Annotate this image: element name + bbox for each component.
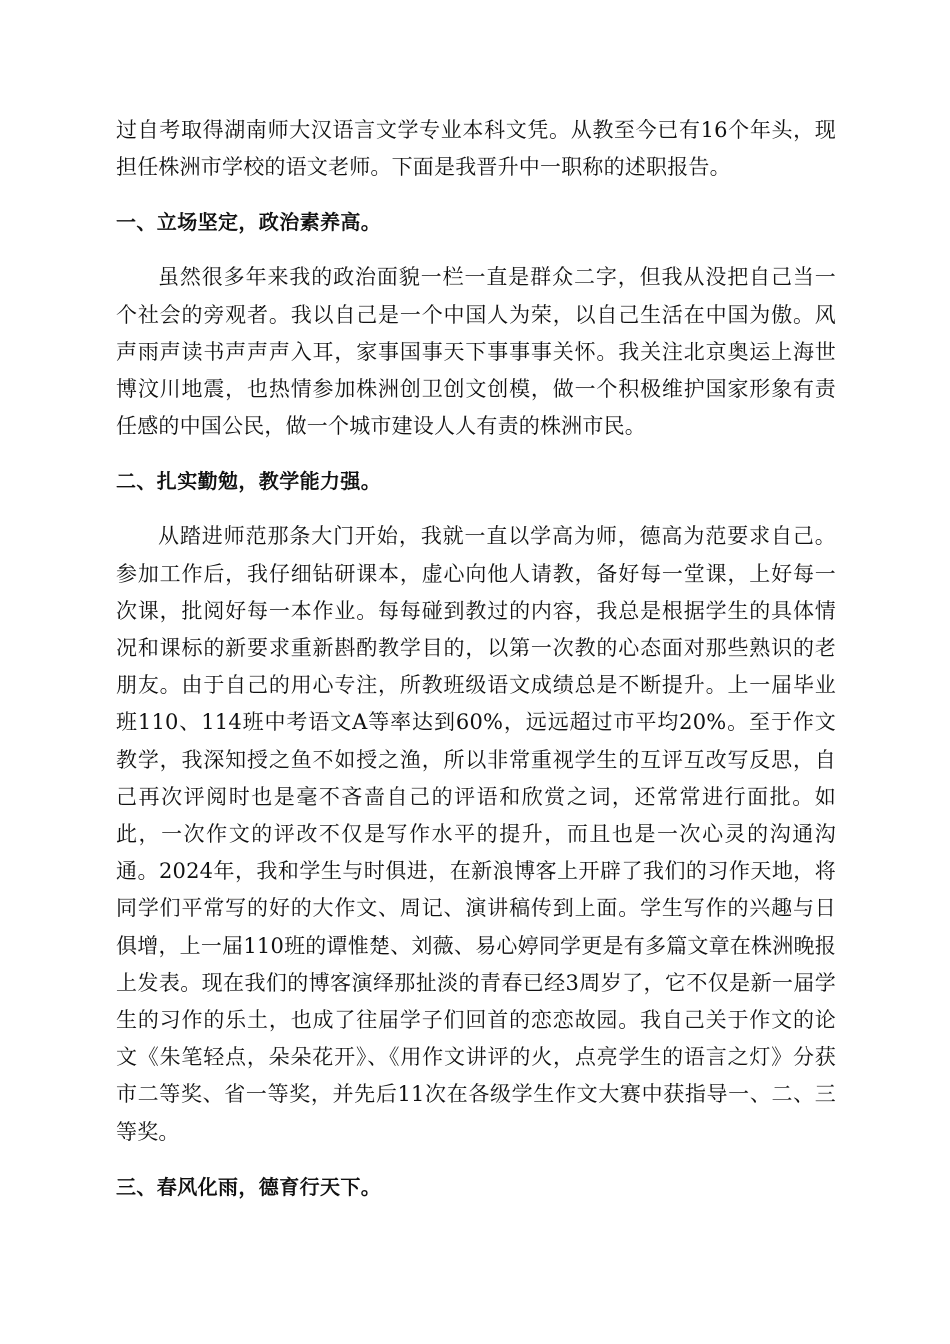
spacer: [116, 241, 836, 259]
spacer: [116, 445, 836, 463]
intro-paragraph: 过自考取得湖南师大汉语言文学专业本科文凭。从教至今已有16个年头，现担任株洲市学校的语文老师。下面是我晋升中一职称的述职报告。: [116, 118, 836, 180]
section-paragraph-2: 从踏进师范那条大门开始，我就一直以学高为师，德高为范要求自己。参加工作后，我仔细钻研课本，虚心向他人请教，备好每一堂课，上好每一次课，批阅好每一本作业。每每碰到教过的内容，我总是根据学生的具体情况和课标的新要求重新斟酌教学目的，以第一次教的心态面对那些熟识的老朋友。由于自己的用心专注，所教班级语文成绩总是不断提升。上一届毕业班110、114班中考语文A等率达到60%，远远超过市平均20%。至于作文教学，我深知授之鱼不如授之渔，所以非常重视学生的互评互改写反思，自己再次评阅时也是毫不吝啬自己的评语和欣赏之词，还常常进行面批。如此，一次作文的评改不仅是写作水平的提升，而且也是一次心灵的沟通沟通。2024年，我和学生与时俱进，在新浪博客上开辟了我们的习作天地，将同学们平常写的好的大作文、周记、演讲稿传到上面。学生写作的兴趣与日俱增，上一届110班的谭惟楚、刘薇、易心婷同学更是有多篇文章在株洲晚报上发表。现在我们的博客演绎那扯淡的青春已经3周岁了，它不仅是新一届学生的习作的乐土，也成了往届学子们回首的恋恋故园。我自己关于作文的论文《朱笔轻点，朵朵花开》、《用作文讲评的火，点亮学生的语言之灯》分获市二等奖、省一等奖，并先后11次在各级学生作文大赛中获指导一、二、三等奖。: [116, 524, 836, 1144]
spacer: [116, 500, 836, 518]
document-page: [116, 112, 836, 1206]
section-heading-1: 一、立场坚定，政治素养高。: [116, 210, 382, 235]
section-heading-2: 二、扎实勤勉，教学能力强。: [116, 469, 382, 494]
spacer: [116, 186, 836, 204]
spacer: [116, 1151, 836, 1169]
section-heading-3: 三、春风化雨，德育行天下。: [116, 1174, 382, 1199]
section-paragraph-1: 虽然很多年来我的政治面貌一栏一直是群众二字，但我从没把自己当一个社会的旁观者。我以自己是一个中国人为荣，以自己生活在中国为傲。风声雨声读书声声声入耳，家事国事天下事事事关怀。我关注北京奥运上海世博汶川地震，也热情参加株洲创卫创文创模，做一个积极维护国家形象有责任感的中国公民，做一个城市建设人人有责的株洲市民。: [116, 265, 836, 439]
